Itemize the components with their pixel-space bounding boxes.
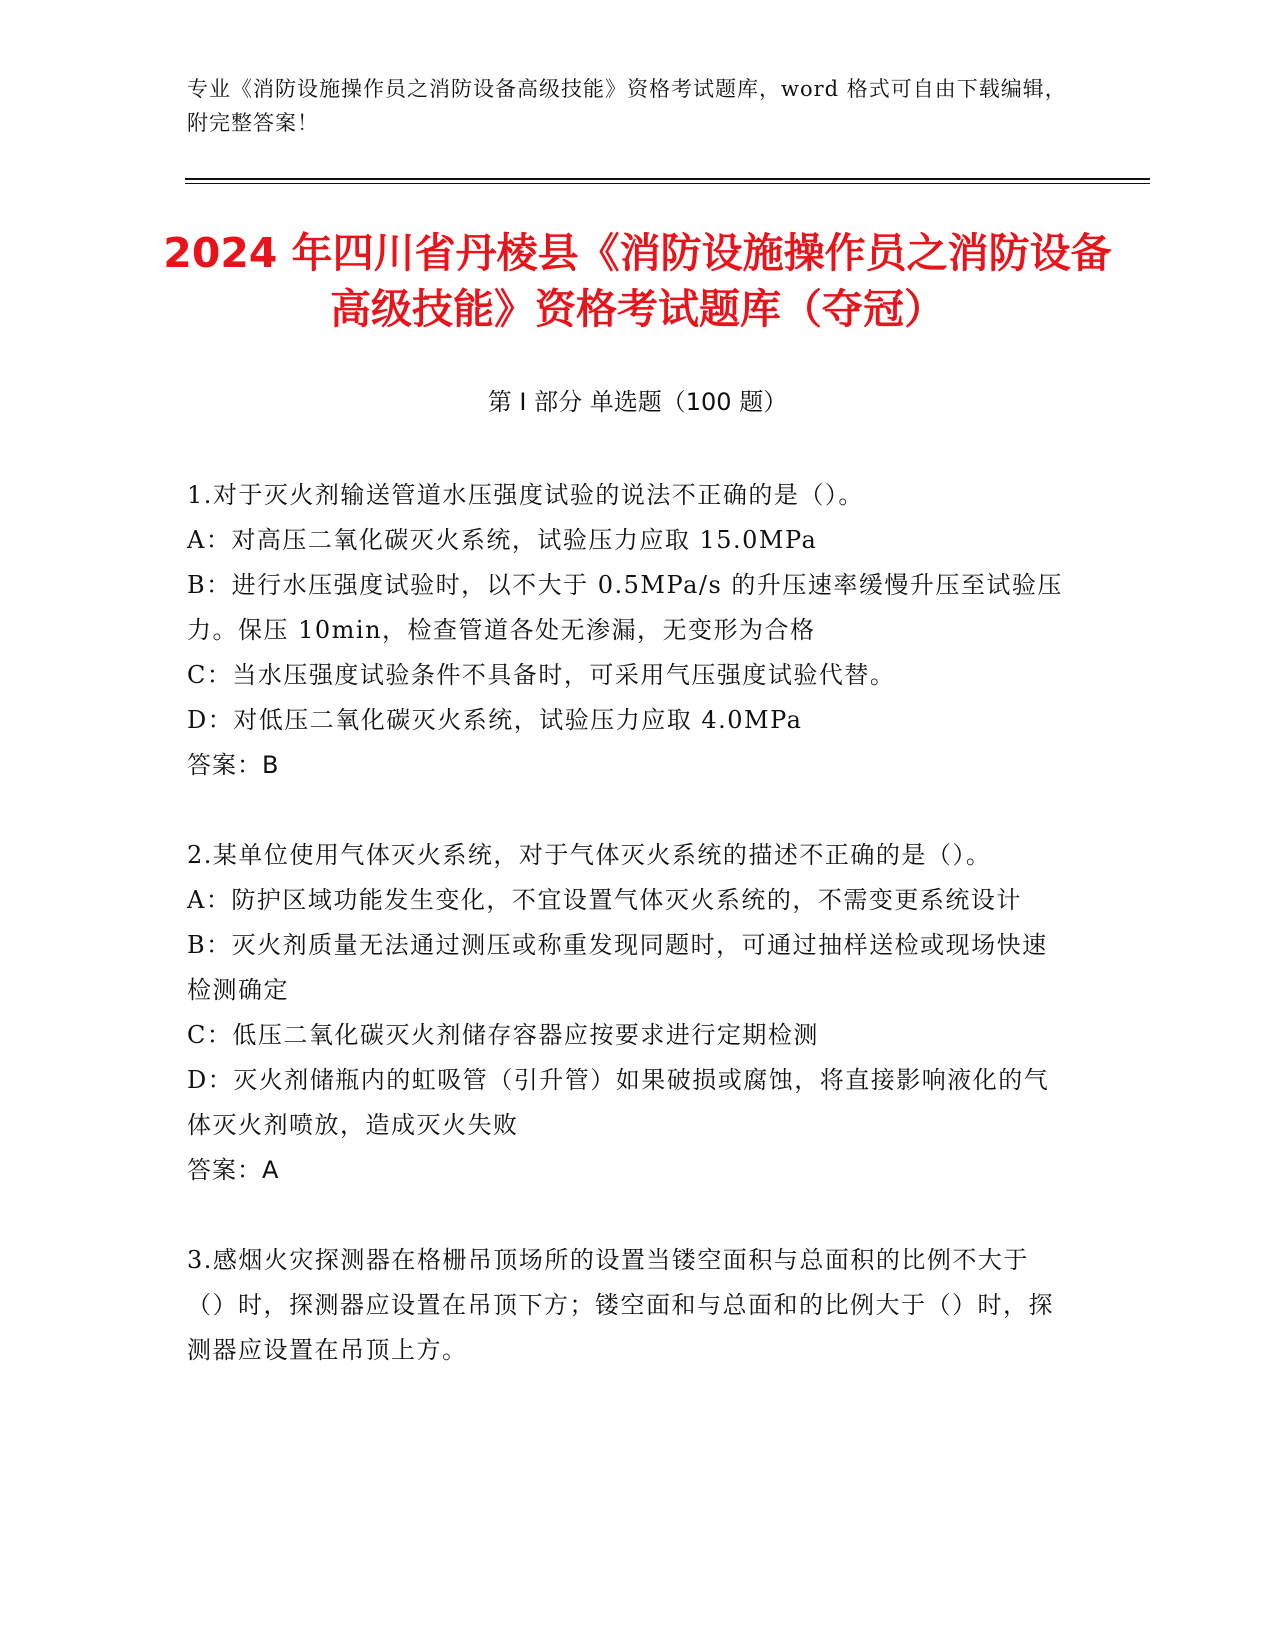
option-d: D：对低压二氧化碳灭火系统，试验压力应取 4.0MPa [187, 706, 803, 734]
section-title: 第 I 部分 单选题（100 题） [487, 388, 788, 416]
option-b: B：进行水压强度试验时，以不大于 0.5MPa/s 的升压速率缓慢升压至试验压力。保压 10min，检查管道各处无渗漏，无变形为合格 [187, 571, 1063, 644]
header-note: 专业《消防设施操作员之消防设备高级技能》资格考试题库，word 格式可自由下载编辑，附完整答案！ [187, 77, 1067, 135]
option-a: A：防护区域功能发生变化，不宜设置气体灭火系统的，不需变更系统设计 [187, 886, 1022, 914]
question-3 [187, 1238, 1067, 1373]
option-b: B：灭火剂质量无法通过测压或称重发现同题时，可通过抽样送检或现场快速检测确定 [187, 931, 1048, 1004]
option-d: D：灭火剂储瓶内的虹吸管（引升管）如果破损或腐蚀，将直接影响液化的气体灭火剂喷放，造成灭火失败 [187, 1066, 1050, 1139]
question-list [187, 473, 1067, 1418]
header-divider-thick [185, 178, 1150, 180]
question-1 [187, 473, 1067, 788]
answer: 答案：B [187, 751, 280, 779]
document-title: 2024 年四川省丹棱县《消防设施操作员之消防设备高级技能》资格考试题库（夺冠） [163, 229, 1112, 333]
question-stem: 2.某单位使用气体灭火系统，对于气体灭火系统的描述不正确的是（）。 [187, 841, 992, 869]
question-2 [187, 833, 1067, 1193]
answer: 答案：A [187, 1156, 280, 1184]
option-c: C：低压二氧化碳灭火剂储存容器应按要求进行定期检测 [187, 1021, 819, 1049]
header-divider-thin [185, 183, 1150, 184]
option-a: A：对高压二氧化碳灭火系统，试验压力应取 15.0MPa [187, 526, 818, 554]
option-c: C：当水压强度试验条件不具备时，可采用气压强度试验代替。 [187, 661, 896, 689]
question-stem: 1.对于灭火剂输送管道水压强度试验的说法不正确的是（）。 [187, 481, 864, 509]
question-stem: 3.感烟火灾探测器在格栅吊顶场所的设置当镂空面积与总面积的比例不大于（）时，探测器应设置在吊顶下方；镂空面和与总面和的比例大于（）时，探测器应设置在吊顶上方。 [187, 1246, 1054, 1364]
